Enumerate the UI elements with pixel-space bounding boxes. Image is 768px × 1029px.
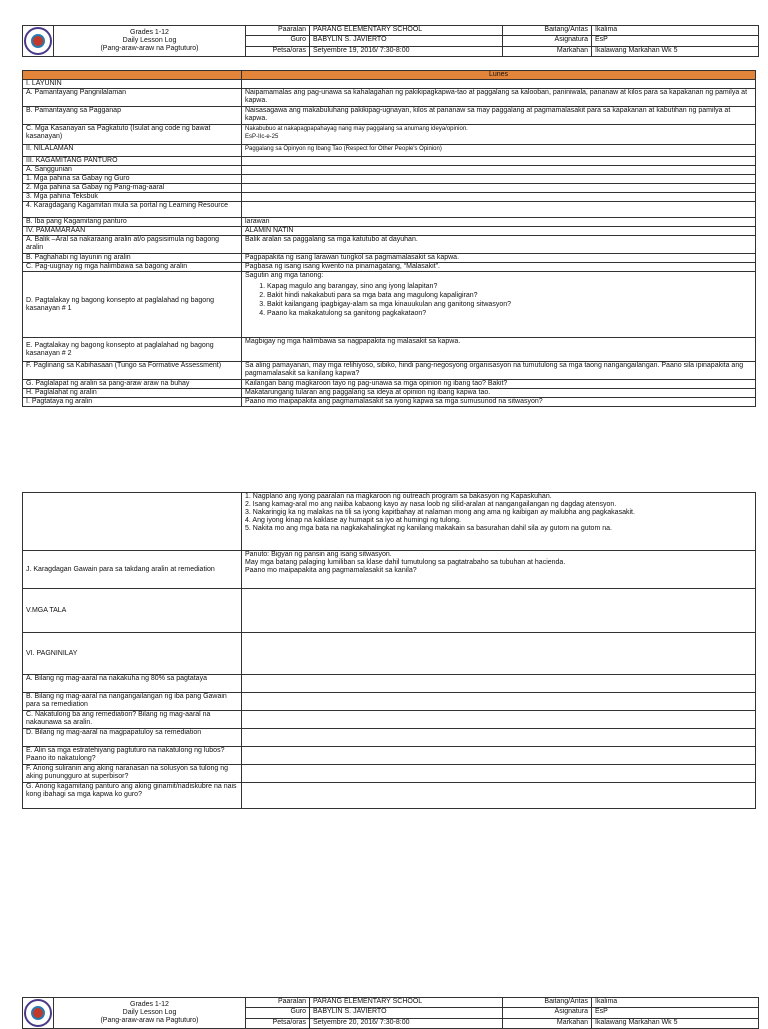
header-value: Setyembre 19, 2016/ 7:30-8:00 (310, 46, 503, 56)
row-label: A. Pamantayang Pangnilalaman (23, 89, 242, 107)
header-label: Asignatura (503, 1008, 592, 1018)
row-label: 2. Mga pahina sa Gabay ng Pang-mag-aaral (23, 184, 242, 193)
text-line: Panuto: Bigyan ng pansin ang isang sitwasyon. (245, 551, 392, 558)
footer-header-table (22, 997, 759, 1029)
title-line: Daily Lesson Log (122, 1009, 177, 1016)
list-item: 1. Nagplano ang iyong paaralan na magkaroon ng outreach program sa bakasyon ng Kapaskuhan. (245, 493, 552, 500)
list-item: 5. Nakita mo ang mga bata na nagkakahalingkat ng kanilang makakain sa basurahan dahil sila ay gutom na gutom na. (245, 525, 612, 532)
title-line: Daily Lesson Log (122, 37, 177, 44)
question-list (259, 282, 752, 318)
row-value: Naisasagawa ang makabuluhang pakikipag-ugnayan, kilos at pananaw sa may paggalang at pagmamalasakit para sa kapakanan at kabutihan ng pamilya at kapwa. (242, 107, 756, 125)
title-line: (Pang-araw-araw na Pagtuturo) (100, 1017, 199, 1024)
row-label: G. Anong kagamitang panturo ang aking ginamit/nadiskubre na nais kong ibahagi sa mga kapwa ko guro? (23, 783, 242, 809)
list-item: 1. Kapag magulo ang barangay, sino ang iyong lalapitan? (267, 282, 752, 291)
row-label: C. Nakatulong ba ang remediation? Bilang ng mag-aaral na nakaunawa sa aralin. (23, 711, 242, 729)
header-value: PARANG ELEMENTARY SCHOOL (310, 26, 503, 36)
list-item: 3. Bakit kailangang ipagbigay-alam sa mga kinauukulan ang ganitong sitwasyon? (267, 300, 752, 309)
header-label: Guro (246, 1008, 310, 1018)
text-line: May mga batang palaging lumiliban sa klase dahil tumutulong sa pagtatrabaho sa tubuhan at hacienda. (245, 559, 566, 566)
section-heading: III. KAGAMITANG PANTURO (23, 157, 242, 166)
row-value: Paano mo maipapakita ang pagmamalasakit sa iyong kapwa sa mga sumusunod na sitwasyon? (242, 398, 756, 407)
header-label: Paaralan (246, 998, 310, 1008)
row-label: F. Anong suliranin ang aking naranasan na solusyon sa tulong ng aking punungguro at superbisor? (23, 765, 242, 783)
header-value: Ikalima (592, 998, 759, 1008)
row-value: Magbigay ng mga halimbawa sa nagpapakita ng malasakit sa kapwa. (242, 338, 756, 362)
section-heading: VI. PAGNINILAY (23, 633, 242, 675)
header-value: BABYLIN S. JAVIERTO (310, 36, 503, 46)
row-label: D. Bilang ng mag-aaral na magpapatuloy sa remediation (23, 729, 242, 747)
competency-code: EsP-IIc-e-25 (245, 134, 279, 140)
row-label: A. Bilang ng mag-aaral na nakakuha ng 80% sa pagtataya (23, 675, 242, 693)
day-header: Lunes (242, 71, 756, 80)
lesson-table (22, 70, 756, 407)
header-title (54, 26, 246, 57)
header-label: Guro (246, 36, 310, 46)
row-label: H. Paglalahat ng aralin (23, 389, 242, 398)
row-label: J. Karagdagan Gawain para sa takdang aralin at remediation (23, 551, 242, 589)
list-item: 3. Nakaringig ka ng malakas na tili sa iyong kapitbahay at nalaman mong ang ama ng kaibigan ay malubha ang pagkakasakit. (245, 509, 635, 516)
header-label: Petsa/oras (246, 46, 310, 56)
header-label: Petsa/oras (246, 1018, 310, 1028)
header-label: Baitang/Antas (503, 26, 592, 36)
list-item: 4. Ang iyong kinap na kaklase ay humapit sa iyo at humingi ng tulong. (245, 517, 461, 524)
row-label: B. Iba pang Kagamitang panturo (23, 218, 242, 227)
section-heading: I. LAYUNIN (23, 80, 242, 89)
header-value: EsP (592, 36, 759, 46)
row-value (242, 551, 756, 589)
header-label: Asignatura (503, 36, 592, 46)
row-label: C. Pag-uugnay ng mga halimbawa sa bagong aralin (23, 263, 242, 272)
section-heading: IV. PAMAMARAAN (23, 227, 242, 236)
row-value (242, 125, 756, 145)
competency-text: Nakabubuo at nakapagpapahayag nang may paggalang sa anumang ideya/opinion. (245, 126, 468, 132)
row-value: ALAMIN NATIN (242, 227, 756, 236)
row-label: G. Paglalapat ng aralin sa pang-araw araw na buhay (23, 380, 242, 389)
header-value: Setyembre 20, 2016/ 7:30-8:00 (310, 1018, 503, 1028)
row-value: Balik aralan sa paggalang sa mga katutubo at dayuhan. (242, 236, 756, 254)
section-heading: II. NILALAMAN (23, 145, 242, 157)
title-line: (Pang-araw-araw na Pagtuturo) (100, 45, 199, 52)
title-line: Grades 1-12 (130, 29, 169, 36)
row-label: B. Paghahabi ng layunin ng aralin (23, 254, 242, 263)
list-item: 4. Paano ka makakatulong sa ganitong pagkakataon? (267, 309, 752, 318)
list-item: 2. Bakit hindi nakakabuti para sa mga bata ang magulong kapaligiran? (267, 291, 752, 300)
row-label: E. Pagtalakay ng bagong konsepto at paglalahad ng bagong kasanayan # 2 (23, 338, 242, 362)
text-line: Paano mo maipapakita ang pagmamalasakit sa kanila? (245, 567, 417, 574)
header-label: Markahan (503, 1018, 592, 1028)
deped-seal-icon (23, 26, 54, 57)
row-label: A. Sanggunian (23, 166, 242, 175)
row-label: B. Pamantayang sa Pagganap (23, 107, 242, 125)
row-value: larawan (242, 218, 756, 227)
header-value: EsP (592, 1008, 759, 1018)
row-value: Pagpapakita ng isang larawan tungkol sa pagmamalasakit sa kapwa. (242, 254, 756, 263)
header-value: Ikalima (592, 26, 759, 36)
header-value: Ikalawang Markahan Wk 5 (592, 1018, 759, 1028)
header-table (22, 25, 759, 57)
situation-list (242, 493, 756, 551)
row-label: F. Paglinang sa Kabihasaan (Tungo sa Formative Assessment) (23, 362, 242, 380)
row-label: A. Balik –Aral sa nakaraang aralin at/o pagsisimula ng bagong aralin (23, 236, 242, 254)
row-label: D. Pagtalakay ng bagong konsepto at paglalahad ng bagong kasanayan # 1 (23, 272, 242, 338)
row-value: Pagbasa ng isang isang kwento na pinamagatang, “Malasakit”. (242, 263, 756, 272)
title-line: Grades 1-12 (130, 1001, 169, 1008)
row-value (242, 272, 756, 338)
section-heading: V.MGA TALA (23, 589, 242, 633)
row-label: 3. Mga pahina Teksbuk (23, 193, 242, 202)
row-value: Makatarungang tularan ang paggalang sa ideya at opinion ng ibang kapwa tao. (242, 389, 756, 398)
row-value: Sa aling pamayanan, may mga relihiyoso, sibiko, hindi pang-negosyong organisasyon na tumutulong sa mga taong nangangailangan. Paano sila ipinapakita ang pagmamalasakit sa kanilang kapwa? (242, 362, 756, 380)
row-label: I. Pagtataya ng aralin (23, 398, 242, 407)
row-label: B. Bilang ng mag-aaral na nangangailangan ng iba pang Gawain para sa remediation (23, 693, 242, 711)
row-label: 4. Karagdagang Kagamitan mula sa portal ng Learning Resource (23, 202, 242, 218)
row-value: Kailangan bang magkaroon tayo ng pag-unawa sa mga opinion ng ibang tao? Bakit? (242, 380, 756, 389)
question-intro: Sagutin ang mga tanong: (245, 272, 324, 279)
day-header-row (23, 71, 756, 80)
row-label: E. Alin sa mga estratehiyang pagtuturo na nakatulong ng lubos? Paano ito nakatulong? (23, 747, 242, 765)
row-value: Paggalang sa Opinyon ng Ibang Tao (Respect for Other People's Opinion) (242, 145, 756, 157)
header-label: Paaralan (246, 26, 310, 36)
header-value: PARANG ELEMENTARY SCHOOL (310, 998, 503, 1008)
list-item: 2. Isang kamag-aral mo ang naiiba kabaong kayo ay nasa loob ng silid-aralan at nangangailangan ng dagdag atensyon. (245, 501, 617, 508)
header-label: Markahan (503, 46, 592, 56)
header-value: BABYLIN S. JAVIERTO (310, 1008, 503, 1018)
row-label: C. Mga Kasanayan sa Pagkatuto (Isulat ang code ng bawat kasanayan) (23, 125, 242, 145)
row-label: 1. Mga pahina sa Gabay ng Guro (23, 175, 242, 184)
row-value: Naipamamalas ang pag-unawa sa kahalagahan ng pakikipagkapwa-tao at paggalang sa kalooban, paniniwala, pananaw at kilos para sa kapakanan ng pamilya at kapwa. (242, 89, 756, 107)
header-label: Baitang/Antas (503, 998, 592, 1008)
lesson-table-continued (22, 492, 756, 809)
header-value: Ikalawang Markahan Wk 5 (592, 46, 759, 56)
